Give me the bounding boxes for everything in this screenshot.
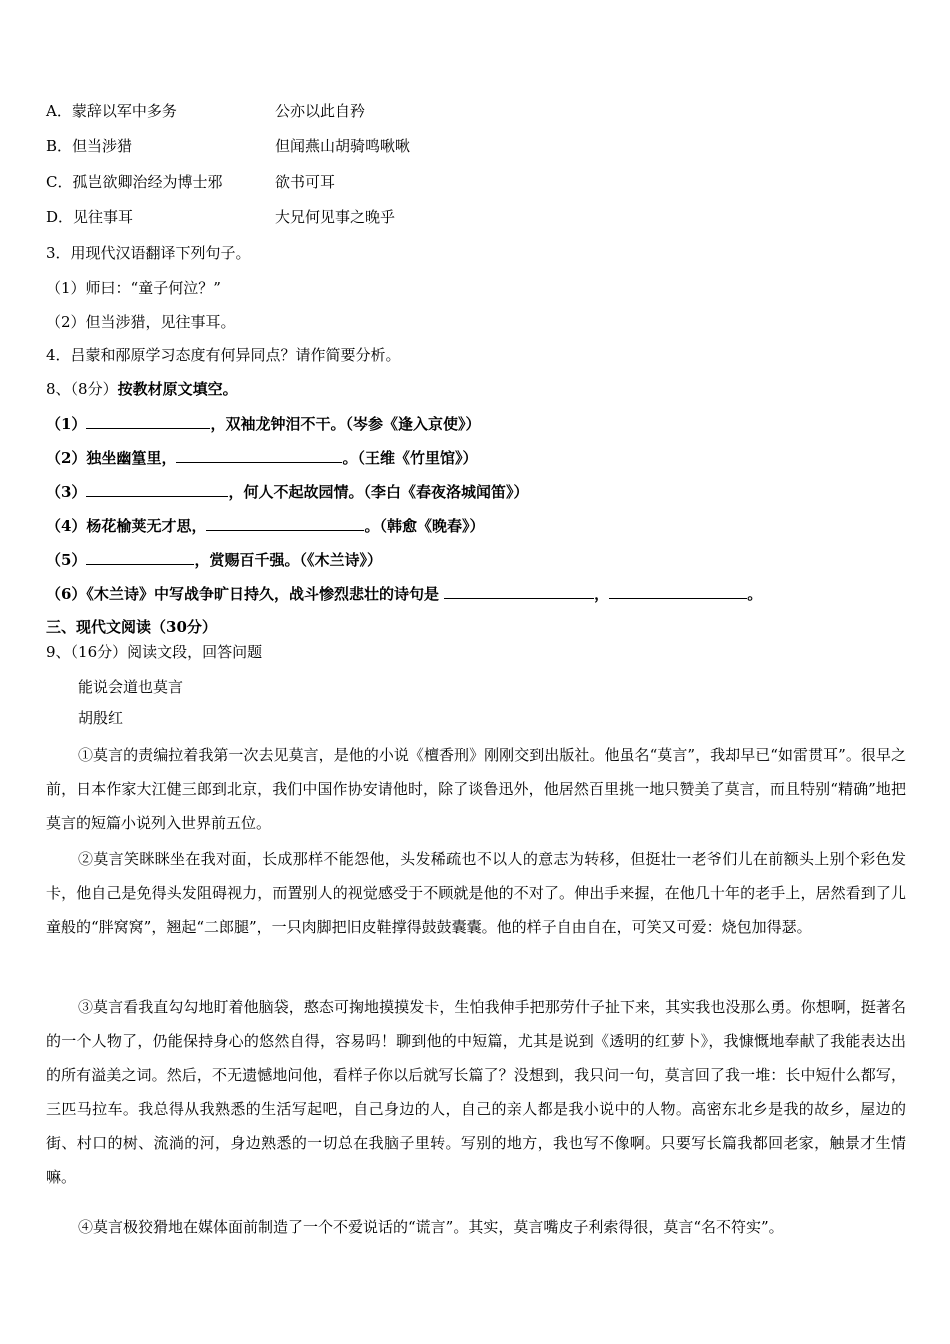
q8-number: 8、（8分）	[46, 380, 118, 398]
q3-item-2: （2）但当涉猎，见往事耳。	[46, 313, 236, 331]
q8-item-3	[46, 481, 528, 502]
q3-item-1: （1）师曰：“童子何泣？”	[46, 279, 221, 297]
item-text: ，赏赐百千强。（《木兰诗》）	[194, 551, 382, 569]
article-author: 胡殷红	[78, 709, 124, 727]
item-prefix: （2）独坐幽篁里，	[46, 449, 177, 467]
q4-prompt: 4．吕蒙和邴原学习态度有何异同点？请作简要分析。	[46, 346, 401, 364]
option-letter: A．	[46, 102, 72, 120]
article-paragraph-4: ④莫言极狡猾地在媒体面前制造了一个不爱说话的“谎言”。其实，莫言嘴皮子利索得很，莫言“名不符实”。	[78, 1218, 784, 1236]
option-letter: D．	[46, 208, 74, 226]
option-b	[46, 136, 132, 156]
fill-blank[interactable]	[206, 515, 364, 531]
item-text: ，	[594, 585, 610, 603]
article-paragraph-3: ③莫言看我直勾勾地盯着他脑袋，憨态可掬地摸摸发卡，生怕我伸手把那劳什子扯下来，其实我也没那么勇。你想啊，挺著名的一个人物了，仍能保持身心的悠然自得，容易吗！聊到他的中短篇，尤其是说到《透明的红萝卜》，我慷慨地奉献了我能表达出的所有溢美之词。然后，不无遗憾地问他，看样子你以后就写长篇了？没想到，我只问一句，莫言回了我一堆：长中短什么都写，三匹马拉车。我总得从我熟悉的生活写起吧，自己身边的人，自己的亲人都是我小说中的人物。高密东北乡是我的故乡，屋边的街、村口的树、流淌的河，身边熟悉的一切总在我脑子里转。写别的地方，我也写不像啊。只要写长篇我都回老家，触景才生情嘛。	[46, 998, 906, 1186]
option-letter: C．	[46, 173, 73, 191]
item-prefix: （5）	[46, 551, 87, 569]
option-d	[46, 207, 133, 227]
article-paragraph-2: ②莫言笑眯眯坐在我对面，长成那样不能怨他，头发稀疏也不以人的意志为转移，但挺壮一老爷们儿在前额头上别个彩色发卡，他自己是免得头发阻碍视力，而置别人的视觉感受于不顾就是他的不对了。伸出手来握，在他几十年的老手上，居然看到了儿童般的“胖窝窝”，翘起“二郎腿”，一只肉脚把旧皮鞋撑得鼓鼓囊囊。他的样子自由自在，可笑又可爱：烧包加得瑟。	[46, 850, 906, 936]
item-prefix: （3）	[46, 483, 87, 501]
option-text-left: 但当涉猎	[72, 137, 133, 155]
option-c	[46, 172, 223, 192]
q8-instruction: 按教材原文填空。	[117, 380, 238, 398]
q8-heading	[46, 379, 238, 399]
q8-item-1	[46, 413, 480, 434]
option-text-left: 孤岂欲卿治经为博士邪	[72, 173, 223, 191]
item-text: ，何人不起故园情。（李白《春夜洛城闻笛》）	[228, 483, 529, 501]
option-c-right: 欲书可耳	[275, 173, 336, 191]
item-text: 。	[747, 585, 763, 603]
item-prefix: （1）	[46, 415, 87, 433]
option-a	[46, 101, 177, 121]
q3-prompt: 3．用现代汉语翻译下列句子。	[46, 244, 251, 262]
option-d-right: 大兄何见事之晚乎	[275, 208, 396, 226]
item-text: ，双袖龙钟泪不干。（岑参《逢入京使》）	[210, 415, 481, 433]
q8-item-5	[46, 549, 382, 570]
option-text-left: 见往事耳	[73, 208, 134, 226]
fill-blank[interactable]	[609, 583, 747, 599]
fill-blank[interactable]	[444, 583, 594, 599]
option-b-right: 但闻燕山胡骑鸣啾啾	[275, 137, 411, 155]
q9-prompt: 9、（16分）阅读文段，回答问题	[46, 643, 263, 661]
fill-blank[interactable]	[86, 549, 194, 565]
q8-item-6	[46, 583, 762, 604]
q8-item-2	[46, 447, 477, 468]
fill-blank[interactable]	[86, 413, 210, 429]
q8-item-4	[46, 515, 484, 536]
item-prefix: （4）杨花榆荚无才思，	[46, 517, 207, 535]
article-paragraph-1: ①莫言的责编拉着我第一次去见莫言，是他的小说《檀香刑》刚刚交到出版社。他虽名“莫言”，我却早已“如雷贯耳”。很早之前，日本作家大江健三郎到北京，我们中国作协安请他时，除了谈鲁迅外，他居然百里挑一地只赞美了莫言，而且特别“精确”地把莫言的短篇小说列入世界前五位。	[46, 746, 906, 832]
option-letter: B．	[46, 137, 73, 155]
item-text: 。（王维《竹里馆》）	[342, 449, 478, 467]
section-heading: 三、现代文阅读（30分）	[46, 618, 217, 636]
item-text: 。（韩愈《晚春》）	[364, 517, 485, 535]
item-prefix: （6）《木兰诗》中写战争旷日持久，战斗惨烈悲壮的诗句是	[46, 585, 445, 603]
article-title: 能说会道也莫言	[78, 678, 184, 696]
fill-blank[interactable]	[86, 481, 228, 497]
option-a-right: 公亦以此自矜	[275, 102, 366, 120]
option-text-left: 蒙辞以军中多务	[71, 102, 177, 120]
fill-blank[interactable]	[176, 447, 342, 463]
